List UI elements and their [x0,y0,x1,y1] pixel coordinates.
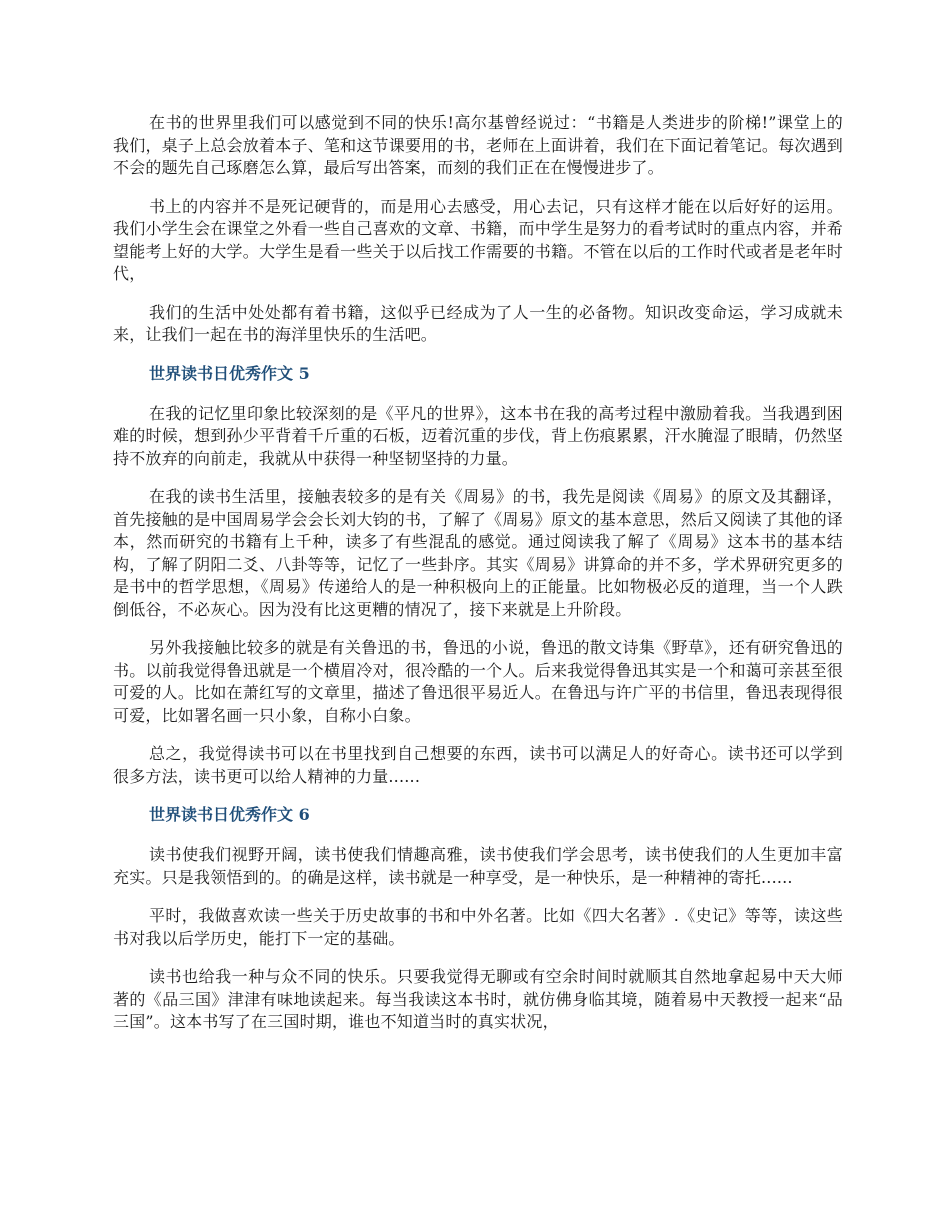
section-heading-5: 世界读书日优秀作文 5 [149,363,310,383]
paragraph: 读书也给我一种与众不同的快乐。只要我觉得无聊或有空余时间时就顺其自然地拿起易中天大师著的《品三国》津津有味地读起来。每当我读这本书时，就仿佛身临其境，随着易中天教授一起来“品三国”。这本书写了在三国时期，谁也不知道当时的真实状况， [113,967,843,1031]
paragraph: 平时，我做喜欢读一些关于历史故事的书和中外名著。比如《四大名著》.《史记》等等，读这些书对我以后学历史，能打下一定的基础。 [113,906,843,948]
paragraph: 在我的读书生活里，接触表较多的是有关《周易》的书，我先是阅读《周易》的原文及其翻译，首先接触的是中国周易学会会长刘大钧的书，了解了《周易》原文的基本意思，然后又阅读了其他的译本，然而研究的书籍有上千种，读多了有些混乱的感觉。通过阅读我了解了《周易》这本书的基本结构，了解了阴阳二爻、八卦等等，记忆了一些卦序。其实《周易》讲算命的并不多，学术界研究更多的是书中的哲学思想，《周易》传递给人的是一种积极向上的正能量。比如物极必反的道理，当一个人跌倒低谷，不必灰心。因为没有比这更糟的情况了，接下来就是上升阶段。 [113,487,843,619]
paragraph: 读书使我们视野开阔，读书使我们情趣高雅，读书使我们学会思考，读书使我们的人生更加丰富充实。只是我领悟到的。的确是这样，读书就是一种享受，是一种快乐，是一种精神的寄托...... [113,845,843,887]
paragraph: 我们的生活中处处都有着书籍，这似乎已经成为了人一生的必备物。知识改变命运，学习成就未来，让我们一起在书的海洋里快乐的生活吧。 [113,302,843,344]
paragraph: 另外我接触比较多的就是有关鲁迅的书，鲁迅的小说，鲁迅的散文诗集《野草》，还有研究鲁迅的书。以前我觉得鲁迅就是一个横眉冷对，很冷酷的一个人。后来我觉得鲁迅其实是一个和蔼可亲甚至很可爱的人。比如在萧红写的文章里，描述了鲁迅很平易近人。在鲁迅与许广平的书信里，鲁迅表现得很可爱，比如署名画一只小象，自称小白象。 [113,638,843,725]
paragraph: 书上的内容并不是死记硬背的，而是用心去感受，用心去记，只有这样才能在以后好好的运用。我们小学生会在课堂之外看一些自己喜欢的文章、书籍，而中学生是努力的看考试时的重点内容，并希望能考上好的大学。大学生是看一些关于以后找工作需要的书籍。不管在以后的工作时代或者是老年时代， [113,196,843,283]
paragraph: 在我的记忆里印象比较深刻的是《平凡的世界》，这本书在我的高考过程中激励着我。当我遇到困难的时候，想到孙少平背着千斤重的石板，迈着沉重的步伐，背上伤痕累累，汗水腌湿了眼睛，仍然坚持不放弃的向前走，我就从中获得一种坚韧坚持的力量。 [113,403,843,468]
paragraph: 总之，我觉得读书可以在书里找到自己想要的东西，读书可以满足人的好奇心。读书还可以学到很多方法，读书更可以给人精神的力量...... [113,744,843,786]
document-page [113,112,843,1050]
paragraph: 在书的世界里我们可以感觉到不同的快乐!高尔基曾经说过：“书籍是人类进步的阶梯!”课堂上的我们，桌子上总会放着本子、笔和这节课要用的书，老师在上面讲着，我们在下面记着笔记。每次遇到不会的题先自己琢磨怎么算，最后写出答案，而刻的我们正在在慢慢进步了。 [113,113,843,177]
section-heading-6: 世界读书日优秀作文 6 [149,805,310,824]
